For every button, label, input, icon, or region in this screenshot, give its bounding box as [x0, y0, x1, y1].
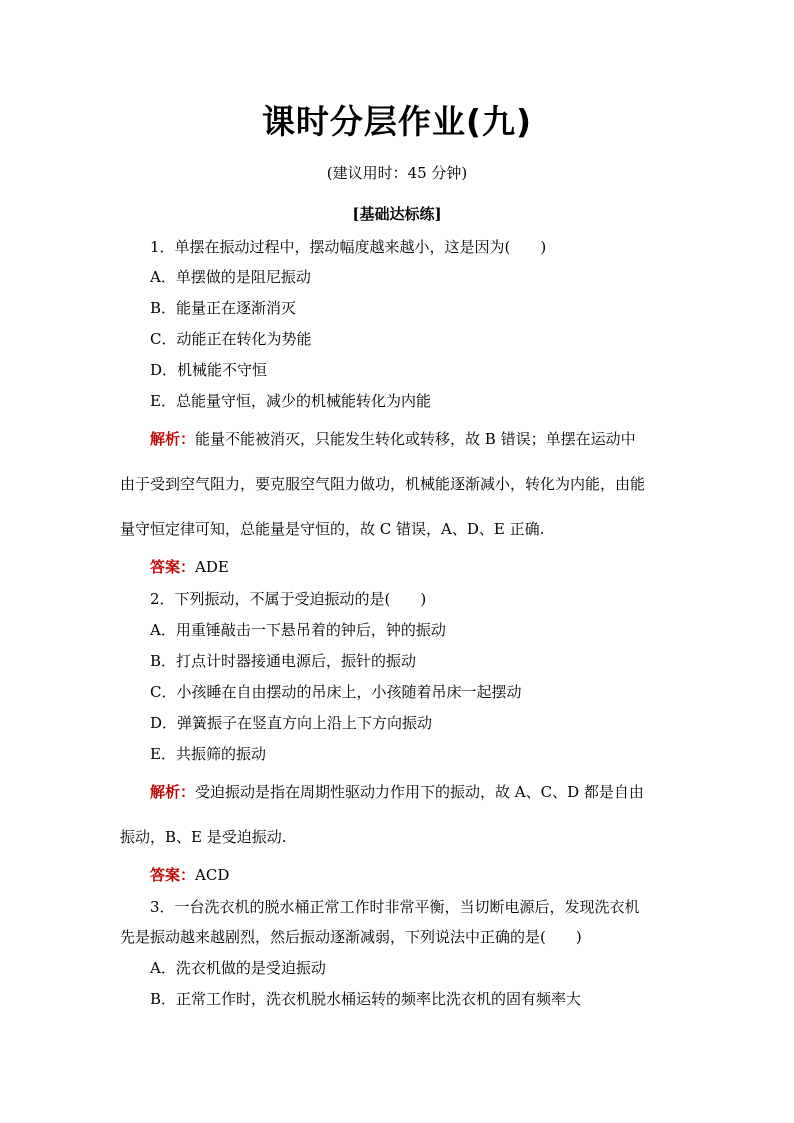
page-title: 课时分层作业(九): [261, 102, 533, 141]
q2-answer: [150, 864, 229, 886]
suggested-time: (建议用时：45 分钟): [326, 164, 468, 182]
q2-analysis-text-1: 受迫振动是指在周期性驱动力作用下的振动，故 A、C、D 都是自由: [195, 783, 644, 801]
q1-analysis-text-1: 能量不能被消灭，只能发生转化或转移，故 B 错误；单摆在运动中: [195, 430, 636, 448]
q2-answer-value: ACD: [195, 866, 230, 884]
q2-analysis-label: 解析：: [150, 783, 196, 801]
q1-option-e: E．总能量守恒，减少的机械能转化为内能: [150, 392, 431, 410]
q1-answer-label: 答案：: [150, 558, 196, 576]
q1-option-b: B．能量正在逐渐消灭: [150, 299, 297, 317]
q2-answer-label: 答案：: [150, 866, 196, 884]
question-3-stem-1: 3．一台洗衣机的脱水桶正常工作时非常平衡，当切断电源后，发现洗衣机: [150, 898, 640, 916]
question-1-stem: 1．单摆在振动过程中，摆动幅度越来越小，这是因为( ): [150, 238, 547, 256]
q1-option-d: D．机械能不守恒: [150, 361, 268, 379]
q1-answer: [150, 556, 229, 578]
question-3-stem-2: 先是振动越来越剧烈，然后振动逐渐减弱，下列说法中正确的是( ): [120, 928, 582, 946]
q1-analysis-label: 解析：: [150, 430, 196, 448]
q1-analysis-text-2: 由于受到空气阻力，要克服空气阻力做功，机械能逐渐减小，转化为内能，由能: [120, 475, 646, 493]
q2-option-d: D．弹簧振子在竖直方向上沿上下方向振动: [150, 714, 433, 732]
q3-option-a: A．洗衣机做的是受迫振动: [150, 959, 326, 977]
q2-analysis-first-line: [150, 781, 644, 803]
q3-option-b: B．正常工作时，洗衣机脱水桶运转的频率比洗衣机的固有频率大: [150, 990, 582, 1008]
q1-analysis-text-3: 量守恒定律可知，总能量是守恒的，故 C 错误，A、D、E 正确.: [120, 520, 545, 538]
q2-option-a: A．用重锤敲击一下悬吊着的钟后，钟的振动: [150, 621, 446, 639]
q1-analysis-first-line: [150, 428, 636, 450]
q2-option-c: C．小孩睡在自由摆动的吊床上，小孩随着吊床一起摆动: [150, 683, 522, 701]
question-2-stem: 2．下列振动，不属于受迫振动的是( ): [150, 590, 427, 608]
q2-option-b: B．打点计时器接通电源后，振针的振动: [150, 652, 417, 670]
section-heading: [基础达标练]: [352, 205, 442, 223]
q1-option-a: A．单摆做的是阻尼振动: [150, 268, 311, 286]
q2-option-e: E．共振筛的振动: [150, 745, 266, 763]
q2-analysis-text-2: 振动，B、E 是受迫振动.: [120, 828, 287, 846]
q1-option-c: C．动能正在转化为势能: [150, 330, 312, 348]
q1-answer-value: ADE: [195, 558, 229, 576]
